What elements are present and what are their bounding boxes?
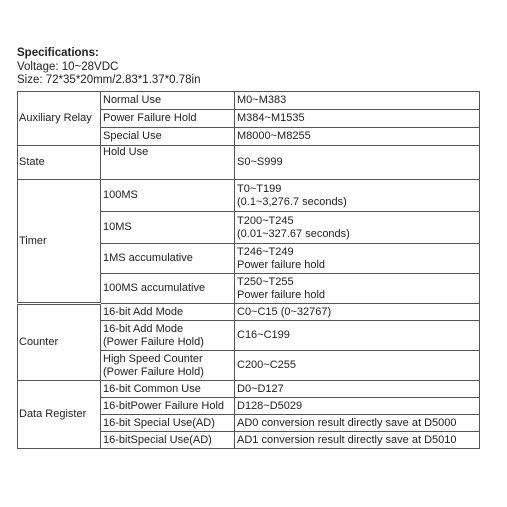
item-cell: 100MS accumulative (101, 274, 235, 304)
category-counter: Counter (18, 304, 101, 381)
value-cell: M384~M1535 (235, 110, 480, 128)
value-line: Power failure hold (237, 258, 326, 271)
value-cell (235, 244, 480, 274)
specifications-table (17, 91, 480, 449)
category-state: State (18, 146, 101, 180)
item-line: High Speed Counter (103, 352, 203, 365)
value-cell: C0~C15 (0~32767) (235, 304, 480, 321)
item-cell (101, 351, 235, 381)
value-line: T200~T245 (237, 214, 294, 227)
item-cell: 16-bitPower Failure Hold (101, 398, 235, 415)
item-cell: Normal Use (101, 92, 235, 110)
category-data-register: Data Register (18, 381, 101, 449)
category-auxiliary-relay: Auxiliary Relay (18, 92, 101, 146)
value-cell: D128~D5029 (235, 398, 480, 415)
table-row (18, 146, 480, 180)
item-line: 16-bit Add Mode (103, 322, 184, 335)
value-cell: AD1 conversion result directly save at D5010 (235, 432, 480, 449)
table-row (18, 92, 480, 110)
item-line: (Power Failure Hold) (103, 335, 204, 348)
table-row (18, 304, 480, 321)
table-row (18, 381, 480, 398)
item-line: (Power Failure Hold) (103, 365, 204, 378)
item-cell: 10MS (101, 212, 235, 244)
item-cell: 16-bit Add Mode (101, 304, 235, 321)
item-cell: 16-bit Special Use(AD) (101, 415, 235, 432)
size-line: Size: 72*35*20mm/2.83*1.37*0.78in (17, 74, 201, 86)
specs-title: Specifications: (17, 47, 99, 59)
cropped-text-line (17, 462, 479, 468)
category-timer: Timer (18, 180, 101, 304)
value-cell (235, 212, 480, 244)
value-cell (235, 274, 480, 304)
value-line: T250~T255 (237, 275, 294, 288)
value-cell: S0~S999 (235, 146, 480, 180)
item-cell (101, 321, 235, 351)
value-cell: C16~C199 (235, 321, 480, 351)
table-row (18, 180, 480, 212)
specs-header (17, 47, 201, 88)
item-cell: Hold Use (101, 146, 235, 180)
value-cell: D0~D127 (235, 381, 480, 398)
value-cell: M8000~M8255 (235, 128, 480, 146)
item-cell: 100MS (101, 180, 235, 212)
item-cell: 1MS accumulative (101, 244, 235, 274)
value-line: (0.1~3,276.7 seconds) (237, 195, 347, 208)
voltage-line: Voltage: 10~28VDC (17, 60, 119, 73)
value-line: T246~T249 (237, 245, 294, 258)
item-cell: 16-bitSpecial Use(AD) (101, 432, 235, 449)
item-cell: Power Failure Hold (101, 110, 235, 128)
value-cell (235, 180, 480, 212)
value-cell: AD0 conversion result directly save at D5000 (235, 415, 480, 432)
item-cell: 16-bit Common Use (101, 381, 235, 398)
value-line: Power failure hold (237, 288, 326, 301)
value-cell: M0~M383 (235, 92, 480, 110)
value-line: (0.01~327.67 seconds) (237, 227, 350, 240)
value-line: T0~T199 (237, 182, 282, 195)
value-cell: C200~C255 (235, 351, 480, 381)
item-cell: Special Use (101, 128, 235, 146)
